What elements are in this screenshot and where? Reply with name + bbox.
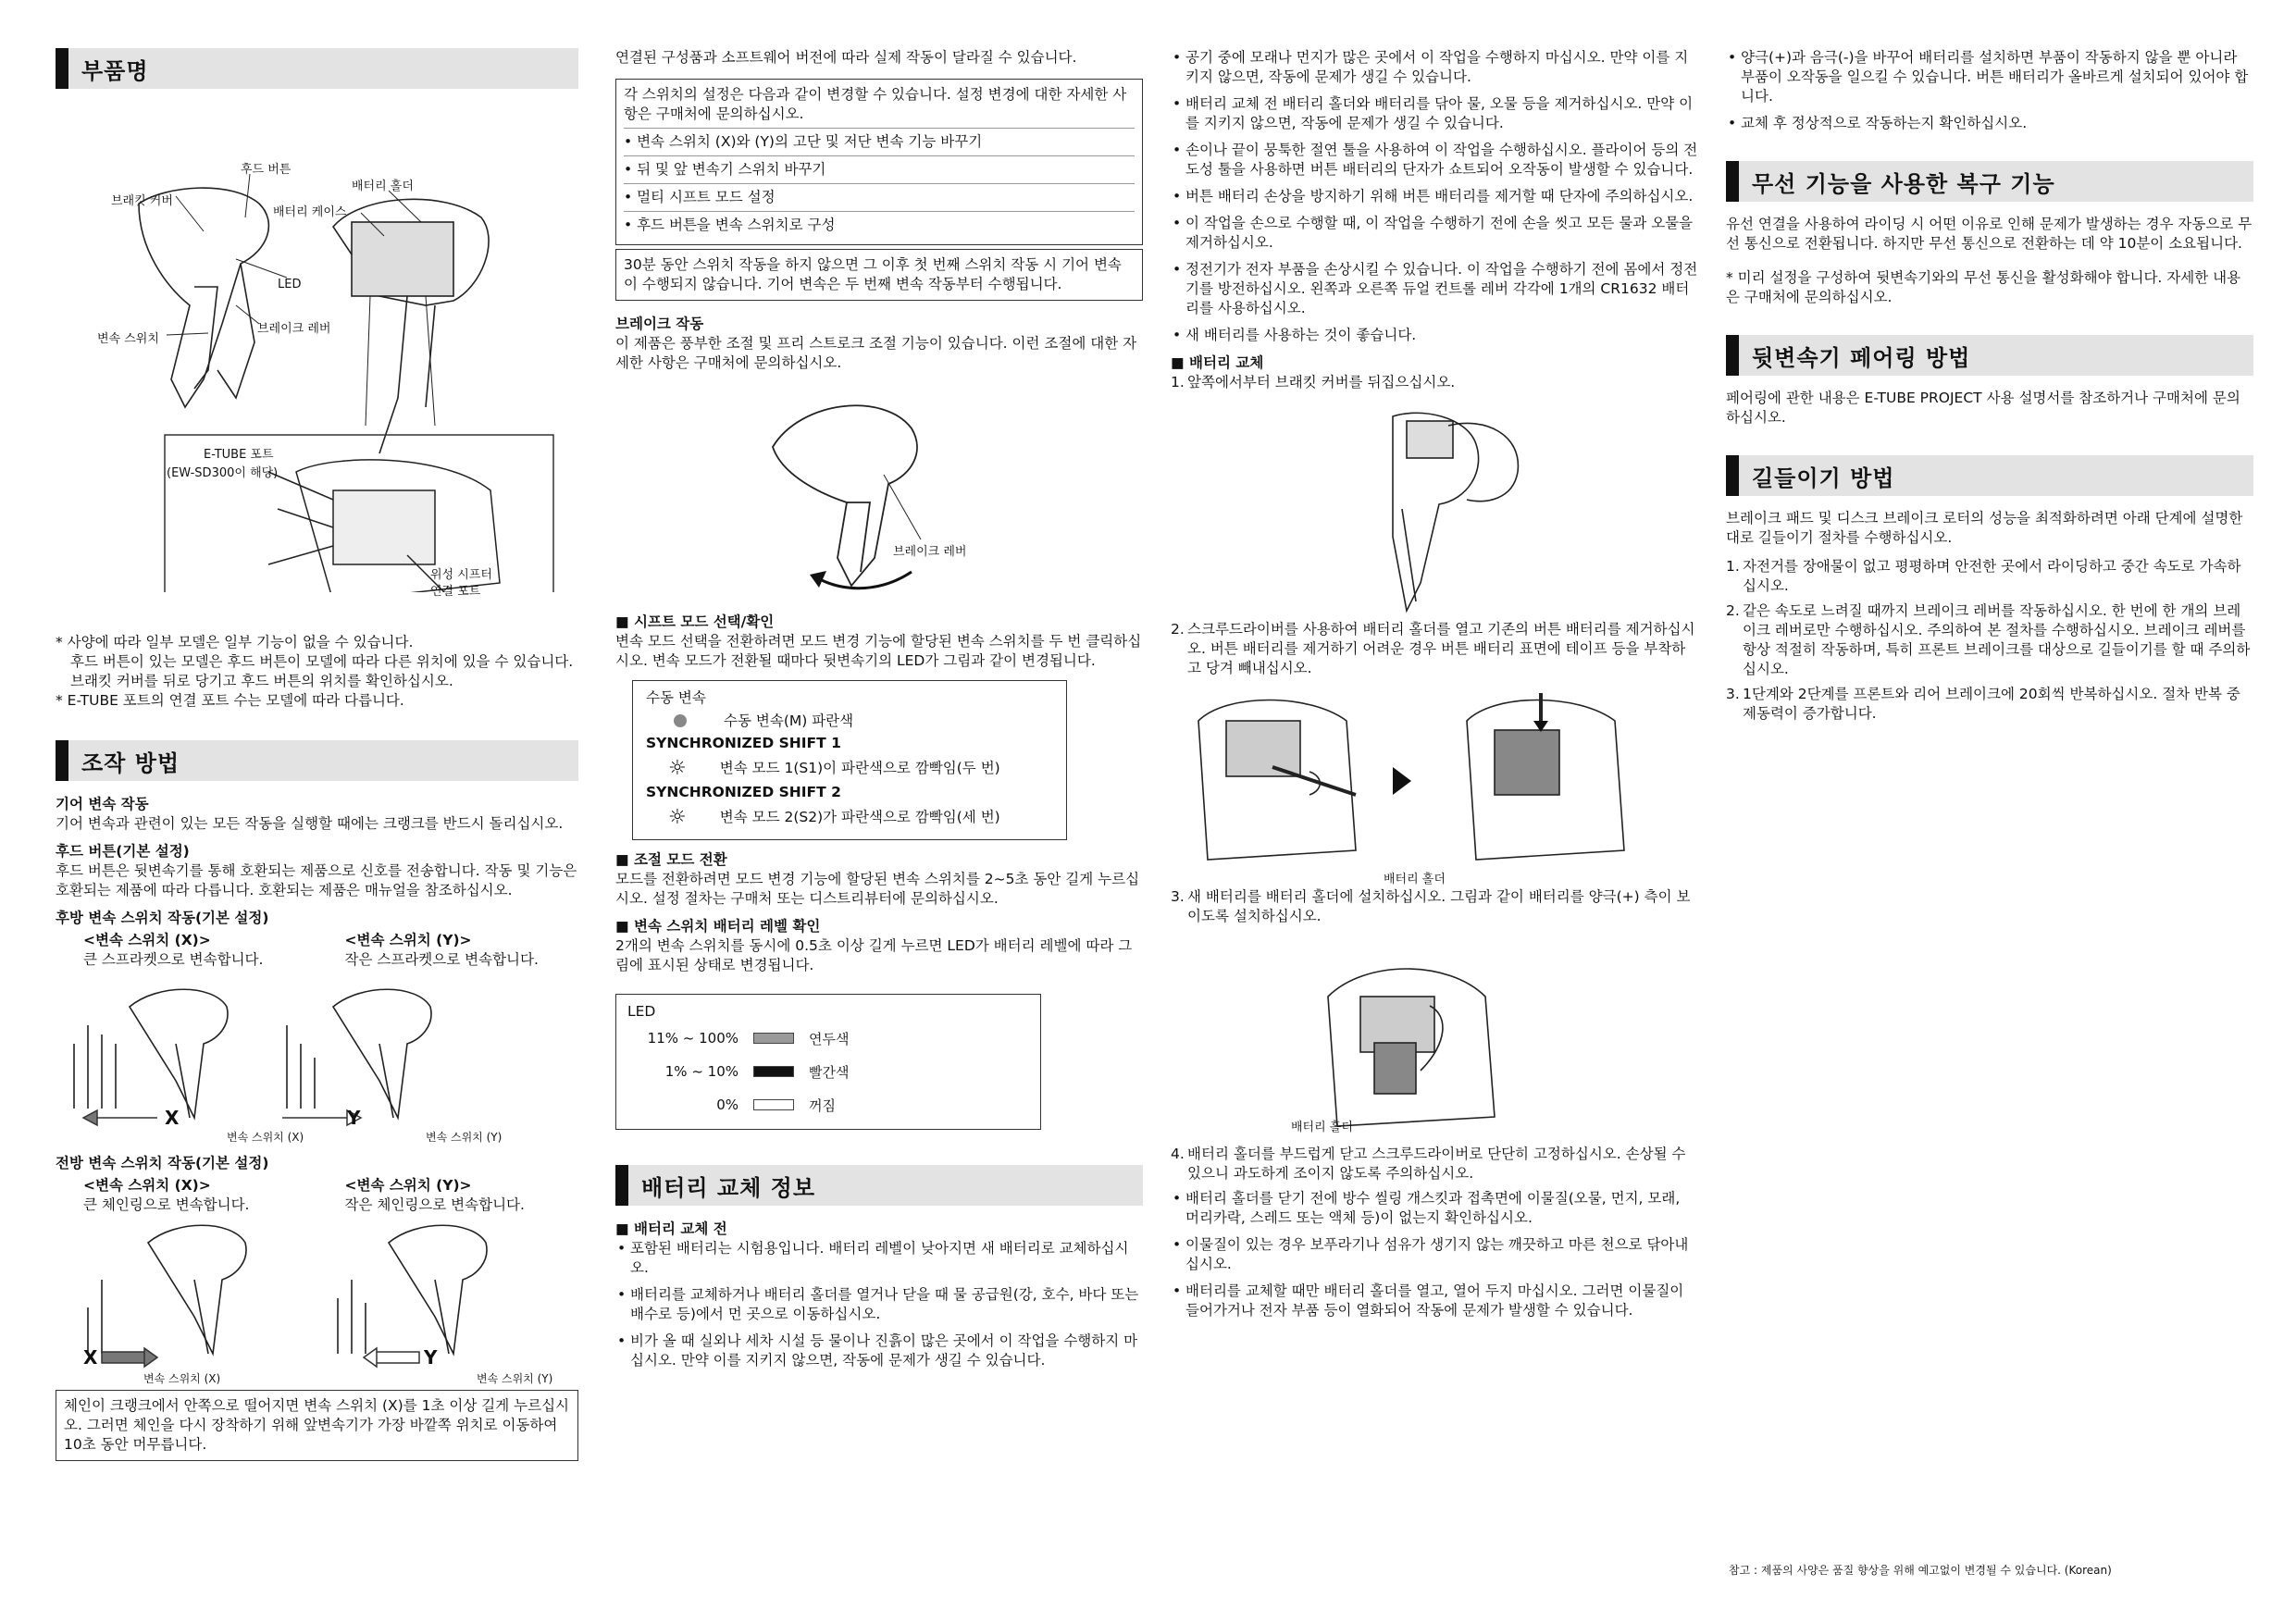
column-3 (1171, 48, 1698, 1328)
gear-title: 기어 변속 작동 (56, 796, 149, 812)
mode-s2-row (646, 802, 1053, 832)
battery-check-text: 2개의 변속 스위치를 동시에 0.5초 이상 길게 누르면 LED가 배터리 레벨에 따라 그림에 표시된 상태로 변경됩니다. (615, 937, 1133, 973)
list-item: • 배터리 홀더를 닫기 전에 방수 씰링 개스킷과 접촉면에 이물질(오물, 먼지, 모래, 머리카락, 스레드 또는 액체 등)이 없는지 확인하십시오. (1171, 1189, 1698, 1228)
section-title-operation: 조작 방법 (56, 740, 578, 781)
breakin-step: 3. 1단계와 2단계를 프론트와 리어 브레이크에 20회씩 반복하십시오. 절차 반복 중 제동력이 증가합니다. (1726, 686, 2240, 722)
front-fig-y-label: Y (424, 1346, 438, 1369)
front-switch-row (56, 1173, 578, 1215)
led-swatch (753, 1066, 794, 1077)
step1-figure (1171, 398, 1698, 620)
step-3: 3. 새 배터리를 배터리 홀더에 설치하십시오. 그림과 같이 배터리를 양극(+) 측이 보이도록 설치하십시오. (1171, 888, 1691, 924)
front-fig-switch-x-label: 변속 스위치 (X) (143, 1372, 221, 1385)
led-swatch (753, 1033, 794, 1044)
list-item: • 배터리를 교체할 때만 배터리 홀더를 열고, 열어 두지 마십시오. 그러면 이물질이 들어가거나 전자 부품 등이 열화되어 작동에 문제가 발생할 수 있습니다. (1171, 1282, 1698, 1320)
list-item: • 포함된 배터리는 시험용입니다. 배터리 레벨이 낮아지면 새 배터리로 교체하십시오. (615, 1239, 1143, 1278)
chain-drop-notice (56, 1390, 578, 1461)
mode-s2-desc: 변속 모드 2(S2)가 파란색으로 깜빡임(세 번) (719, 808, 1000, 825)
list-item: • 이 작업을 손으로 수행할 때, 이 작업을 수행하기 전에 손을 씻고 모든 물과 오물을 제거하십시오. (1171, 214, 1698, 253)
intro-text: 연결된 구성품과 소프트웨어 버전에 따라 실제 작동이 달라질 수 있습니다. (615, 49, 1077, 66)
front-fig-x-label: X (83, 1346, 98, 1369)
footer-note: 참고 : 제품의 사양은 품질 향상을 위해 예고없이 변경될 수 있습니다. (Korean) (1729, 1564, 2112, 1577)
rear-title: 후방 변속 스위치 작동(기본 설정) (56, 910, 269, 926)
fig-switch-y-label: 변속 스위치 (Y) (426, 1131, 503, 1144)
list-item: • 배터리 교체 전 배터리 홀더와 배터리를 닦아 물, 오물 등을 제거하십시오. 만약 이를 지키지 않으면, 작동에 문제가 생길 수 있습니다. (1171, 94, 1698, 133)
mode-s1-desc: 변속 모드 1(S1)이 파란색으로 깜빡임(두 번) (719, 759, 1000, 776)
brake-title: 브레이크 작동 (615, 316, 704, 332)
after-list (1171, 1189, 1698, 1320)
front-title: 전방 변속 스위치 작동(기본 설정) (56, 1155, 269, 1171)
rear-shift-illustration (56, 970, 574, 1146)
lever-illustration (56, 102, 574, 592)
settings-item: • 변속 스위치 (X)와 (Y)의 고단 및 저단 변속 기능 바꾸기 (624, 128, 1135, 155)
settings-item: • 뒤 및 앞 변속기 스위치 바꾸기 (624, 155, 1135, 183)
holder-label: 배터리 홀더 (1384, 873, 1446, 886)
led-blink-icon: ☼ (668, 756, 687, 780)
rear-y-text: 작은 스프라켓으로 변속합니다. (344, 951, 539, 968)
note-2: 후드 버튼이 있는 모델은 후드 버튼이 모델에 따라 다른 위치에 있을 수 있습니다. 브래킷 커버를 뒤로 당기고 후드 버튼의 위치를 확인하십시오. (70, 653, 574, 689)
mode-manual-title: 수동 변속 (646, 689, 706, 706)
label-satellite-port-1: 위성 시프터 (430, 568, 492, 582)
rear-switch-figure (56, 970, 578, 1146)
section-title-parts: 부품명 (56, 48, 578, 89)
precaution-list (1171, 48, 1698, 345)
mode-s2-title: SYNCHRONIZED SHIFT 2 (646, 784, 841, 800)
list-item: • 버튼 배터리 손상을 방지하기 위해 버튼 배터리를 제거할 때 단자에 주의하십시오. (1171, 187, 1698, 206)
front-x-title: <변속 스위치 (X)> (83, 1177, 211, 1194)
wireless-text: 유선 연결을 사용하여 라이딩 시 어떤 이유로 인해 문제가 발생하는 경우 자동으로 무선 통신으로 전환됩니다. 하지만 무선 통신으로 전환하는 데 약 10분이 소요됩니다. (1726, 216, 2253, 252)
switch-settings-box (615, 79, 1143, 245)
bracket-cover-illustration (1171, 398, 1689, 620)
hood-text: 후드 버튼은 뒷변속기를 통해 호환되는 제품으로 신호를 전송합니다. 작동 및 기능은 호환되는 제품에 따라 다릅니다. 호환되는 제품은 매뉴얼을 참조하십시오. (56, 862, 577, 898)
adjust-text: 모드를 전환하려면 모드 변경 기능에 할당된 변속 스위치를 2~5초 동안 길게 누르십시오. 설정 절차는 구매처 또는 디스트리뷰터에 문의하십시오. (615, 871, 1140, 907)
replace-title: ■ 배터리 교체 (1171, 354, 1264, 371)
list-item: • 교체 후 정상적으로 작동하는지 확인하십시오. (1726, 114, 2253, 133)
front-y-text: 작은 체인링으로 변속합니다. (344, 1196, 525, 1213)
label-brake-lever: 브레이크 레버 (257, 322, 331, 336)
breakin-text: 브레이크 패드 및 디스크 브레이크 로터의 성능을 최적화하려면 아래 단계에 설명한 대로 길들이기 절차를 수행하십시오. (1726, 510, 2243, 546)
replace-steps-4 (1171, 1145, 1698, 1183)
label-satellite-port-2: 연결 포트 (430, 585, 481, 599)
column-2 (615, 48, 1143, 1378)
fig-x-label: X (165, 1107, 180, 1129)
battery-removal-illustration (1171, 684, 1689, 887)
led-row: 11% ~ 100% 연두색 (647, 1030, 850, 1047)
settings-item: • 멀티 시프트 모드 설정 (624, 183, 1135, 211)
mode-manual-row (646, 708, 1053, 734)
list-item: • 비가 올 때 실외나 세차 시설 등 물이나 진흙이 많은 곳에서 이 작업을 수행하지 마십시오. 만약 이를 지키지 않으면, 작동에 문제가 생길 수 있습니다. (615, 1332, 1143, 1370)
brake-lever-illustration (615, 373, 1134, 604)
polarity-list (1726, 48, 2253, 133)
led-swatch (753, 1099, 794, 1110)
front-y-title: <변속 스위치 (Y)> (344, 1177, 472, 1194)
holder-label-2: 배터리 홀더 (1291, 1121, 1353, 1134)
front-switch-figure (56, 1215, 578, 1386)
rear-switch-row (56, 928, 578, 970)
mode-s1-title: SYNCHRONIZED SHIFT 1 (646, 735, 841, 751)
brake-figure (615, 373, 1143, 604)
rear-x-text: 큰 스프라켓으로 변속합니다. (83, 951, 264, 968)
replace-steps-1 (1171, 373, 1698, 392)
note-1: * 사양에 따라 일부 모델은 일부 기능이 없을 수 있습니다. (56, 634, 414, 650)
pairing-text: 페어링에 관한 내용은 E-TUBE PROJECT 사용 설명서를 참조하거나 구매처에 문의하십시오. (1726, 390, 2240, 426)
list-item: • 양극(+)과 음극(-)을 바꾸어 배터리를 설치하면 부품이 작동하지 않을 뿐 아니라 부품이 오작동을 일으킬 수 있습니다. 버튼 배터리가 올바르게 설치되어 있어야 합니다. (1726, 48, 2253, 106)
fig-switch-x-label: 변속 스위치 (X) (227, 1131, 304, 1144)
label-bracket-cover: 브래킷 커버 (111, 194, 173, 208)
step-1: 1. 앞쪽에서부터 브래킷 커버를 뒤집으십시오. (1171, 374, 1456, 390)
column-1 (56, 48, 578, 1465)
front-shift-illustration (56, 1215, 574, 1386)
section-title-battery-info: 배터리 교체 정보 (615, 1165, 1143, 1206)
settings-head: 각 스위치의 설정은 다음과 같이 변경할 수 있습니다. 설정 변경에 대한 자세한 사항은 구매처에 문의하십시오. (624, 86, 1127, 122)
label-etube-port: E-TUBE 포트 (204, 448, 274, 462)
led-row: 0% 꺼짐 (716, 1096, 836, 1114)
shift-mode-box (632, 680, 1067, 840)
label-battery-holder: 배터리 홀더 (352, 180, 414, 193)
adjust-title: ■ 조절 모드 전환 (615, 851, 727, 868)
replace-steps-3 (1171, 887, 1698, 926)
list-item: • 정전기가 전자 부품을 손상시킬 수 있습니다. 이 작업을 수행하기 전에 몸에서 정전기를 방전하십시오. 왼쪽과 오른쪽 듀얼 컨트롤 레버 각각에 1개의 CR1632 배터리를 사용하십시오. (1171, 260, 1698, 318)
label-led: LED (278, 278, 302, 291)
wireless-note: * 미리 설정을 구성하여 뒷변속기와의 무선 통신을 활성화해야 합니다. 자세한 내용은 구매처에 문의하십시오. (1726, 269, 2241, 305)
fig-y-label: Y (347, 1107, 361, 1129)
front-x-text: 큰 체인링으로 변속합니다. (83, 1196, 250, 1213)
led-solid-icon (674, 714, 687, 727)
settings-item: • 후드 버튼을 변속 스위치로 구성 (624, 211, 1135, 239)
list-item: • 공기 중에 모래나 먼지가 많은 곳에서 이 작업을 수행하지 마십시오. 만약 이를 지키지 않으면, 작동에 문제가 생길 수 있습니다. (1171, 48, 1698, 87)
replace-steps-2 (1171, 620, 1698, 678)
breakin-step: 2. 같은 속도로 느려질 때까지 브레이크 레버를 작동하십시오. 한 번에 한 개의 브레이크 레버로만 수행하십시오. 주의하여 본 절차를 수행하십시오. 브레이크 레버를 항상 적절히 작동하며, 특히 프론트 브레이크를 대상으로 길들이기를 할 때 주의하십시오. (1726, 602, 2251, 677)
section-title-pairing: 뒷변속기 페어링 방법 (1726, 335, 2253, 376)
note-3: * E-TUBE 포트의 연결 포트 수는 모델에 따라 다릅니다. (56, 692, 404, 709)
mode-s1-row (646, 753, 1053, 783)
brake-lever-label: 브레이크 레버 (893, 545, 967, 559)
timeout-text: 30분 동안 스위치 작동을 하지 않으면 그 이후 첫 번째 스위치 작동 시 기어 변속이 수행되지 않습니다. 기어 변속은 두 번째 변속 작동부터 수행됩니다. (624, 256, 1122, 292)
battery-install-illustration (1171, 932, 1689, 1145)
led-row: 1% ~ 10% 빨간색 (664, 1063, 850, 1081)
section-title-wireless: 무선 기능을 사용한 복구 기능 (1726, 161, 2253, 202)
label-shift-switch: 변속 스위치 (97, 332, 159, 346)
brake-text: 이 제품은 풍부한 조절 및 프리 스트로크 조절 기능이 있습니다. 이런 조절에 대한 자세한 사항은 구매처에 문의하십시오. (615, 335, 1137, 371)
label-battery-case: 배터리 케이스 (273, 205, 347, 219)
section-title-breakin: 길들이기 방법 (1726, 455, 2253, 496)
parts-diagram (56, 102, 578, 599)
timeout-box (615, 249, 1143, 301)
breakin-steps (1726, 557, 2253, 724)
shift-mode-title: ■ 시프트 모드 선택/확인 (615, 613, 775, 630)
led-blink-icon: ☼ (668, 805, 687, 829)
list-item: • 이물질이 있는 경우 보푸라기나 섬유가 생기지 않는 깨끗하고 마른 천으로 닦아내십시오. (1171, 1235, 1698, 1274)
label-hood-button: 후드 버튼 (241, 163, 292, 177)
led-table (615, 994, 1041, 1130)
front-fig-switch-y-label: 변속 스위치 (Y) (477, 1372, 553, 1385)
led-title: LED (627, 1003, 656, 1020)
step3-figure (1171, 932, 1698, 1145)
battery-check-title: ■ 변속 스위치 배터리 레벨 확인 (615, 918, 821, 935)
gear-text: 기어 변속과 관련이 있는 모든 작동을 실행할 때에는 크랭크를 반드시 돌리십시오. (56, 815, 564, 832)
label-etube-note: (EW-SD300이 해당) (167, 466, 279, 480)
breakin-step: 1. 자전거를 장애물이 없고 평평하며 안전한 곳에서 라이딩하고 중간 속도로 가속하십시오. (1726, 558, 2241, 594)
list-item: • 손이나 끝이 뭉툭한 절연 툴을 사용하여 이 작업을 수행하십시오. 플라이어 등의 전도성 툴을 사용하면 버튼 배터리의 단자가 쇼트되어 오작동이 발생할 수 있습니다. (1171, 141, 1698, 180)
parts-notes (56, 633, 578, 711)
hood-title: 후드 버튼(기본 설정) (56, 843, 190, 860)
chain-drop-text: 체인이 크랭크에서 안쪽으로 떨어지면 변속 스위치 (X)를 1초 이상 길게 누르십시오. 그러면 체인을 다시 장착하기 위해 앞변속기가 가장 바깥쪽 위치로 이동하여 10초 동안 머무릅니다. (64, 1397, 570, 1453)
column-4 (1726, 48, 2253, 729)
step-4: 4. 배터리 홀더를 부드럽게 닫고 스크루드라이버로 단단히 고정하십시오. 손상될 수 있으니 과도하게 조이지 않도록 주의하십시오. (1171, 1146, 1686, 1182)
list-item: • 새 배터리를 사용하는 것이 좋습니다. (1171, 326, 1698, 345)
shift-mode-text: 변속 모드 선택을 전환하려면 모드 변경 기능에 할당된 변속 스위치를 두 번 클릭하십시오. 변속 모드가 전환될 때마다 뒷변속기의 LED가 그림과 같이 변경됩니다. (615, 633, 1142, 669)
before-title: ■ 배터리 교체 전 (615, 1220, 727, 1237)
step-2: 2. 스크루드라이버를 사용하여 배터리 홀더를 열고 기존의 버튼 배터리를 제거하십시오. 버튼 배터리를 제거하기 어려운 경우 버튼 배터리 표면에 테이프 등을 부착하고 당겨 빼내십시오. (1171, 621, 1695, 676)
rear-x-title: <변속 스위치 (X)> (83, 932, 211, 948)
rear-y-title: <변속 스위치 (Y)> (344, 932, 472, 948)
list-item: • 배터리를 교체하거나 배터리 홀더를 열거나 닫을 때 물 공급원(강, 호수, 바다 또는 배수로 등)에서 먼 곳으로 이동하십시오. (615, 1285, 1143, 1324)
mode-manual-desc: 수동 변속(M) 파란색 (724, 712, 854, 729)
step2-figure (1171, 684, 1698, 887)
before-list (615, 1239, 1143, 1370)
